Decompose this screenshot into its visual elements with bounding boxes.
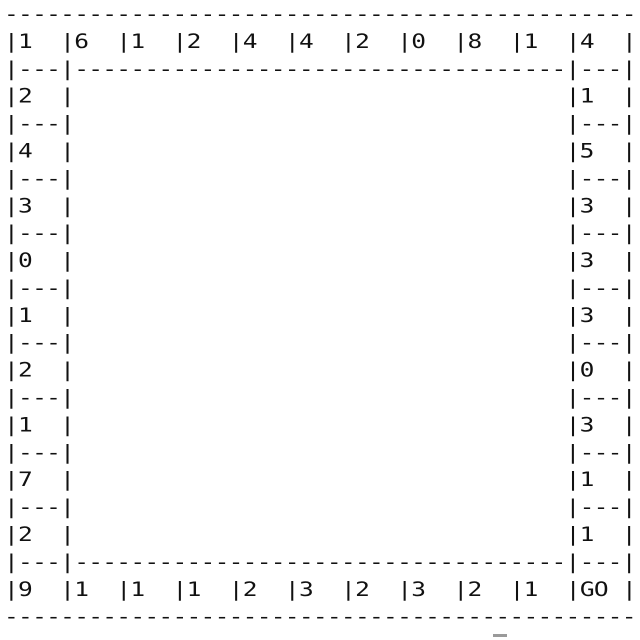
board-cell: GO: [579, 577, 622, 601]
board-text: --------------------------------------------- |1 |6 |1 |2 |4 |4 |2 |0 |8 |1 |4 | |---|-----------------------------------|---| |2 | |1 | |---| |---| |4 | |5 | |---| |---| |3 | |3 | |---| |---| |0 | |3 | |---| |---| |1 | |3 | |---| |---| |2 | |0 | |---| |---| |1 | |3 | |---| |---| |7 | |1 | |---| |---| |2 | |1 | |---|-----------------------------------|---| |9 |1 |1 |1 |2 |3 |2 |3 |2 |1 |GO | ---------------------------------------------: [4, 1, 636, 629]
board-cell: 9: [18, 577, 61, 601]
board-cell: 0: [18, 248, 61, 272]
board-cell: 0: [579, 358, 622, 382]
board-cell: 4: [579, 29, 622, 53]
board-cell: 8: [467, 29, 510, 53]
board-cell: 4: [18, 138, 61, 163]
board-cell: 1: [130, 577, 173, 601]
board-cell: 3: [579, 193, 622, 218]
board-cell: 2: [242, 577, 285, 601]
board-cell: 1: [579, 84, 622, 108]
board-cell: 1: [579, 522, 622, 546]
board-cell: 2: [18, 358, 61, 382]
board-cell: 0: [411, 29, 454, 53]
board-cell: 4: [298, 29, 342, 53]
board-cell: 1: [186, 577, 229, 601]
board-cell: 1: [523, 577, 566, 601]
board-cell: 1: [74, 577, 117, 601]
board-cell: 6: [74, 29, 117, 53]
board-cell: 3: [298, 577, 342, 601]
board-cell: 2: [355, 577, 398, 601]
board-cell: 2: [186, 29, 229, 53]
terminal-cursor: [493, 634, 507, 637]
board-cell: 1: [523, 29, 566, 53]
board-cell: 1: [130, 29, 173, 53]
board-cell: 3: [411, 577, 454, 601]
board-cell: 3: [18, 193, 61, 218]
board-cell: 2: [18, 522, 61, 546]
board-cell: 1: [18, 303, 61, 327]
board-cell: 7: [18, 467, 61, 492]
board-cell: 1: [579, 467, 622, 492]
board-cell: 5: [579, 138, 622, 163]
board-cell: 3: [579, 412, 622, 437]
board-cell: 4: [242, 29, 285, 53]
board-cell: 2: [355, 29, 398, 53]
board-cell: 3: [579, 248, 622, 272]
board-cell: 1: [18, 412, 61, 437]
board-cell: 3: [579, 303, 622, 327]
board-cell: 1: [18, 29, 61, 53]
board-cell: 2: [18, 84, 61, 108]
board-cell: 2: [467, 577, 510, 601]
